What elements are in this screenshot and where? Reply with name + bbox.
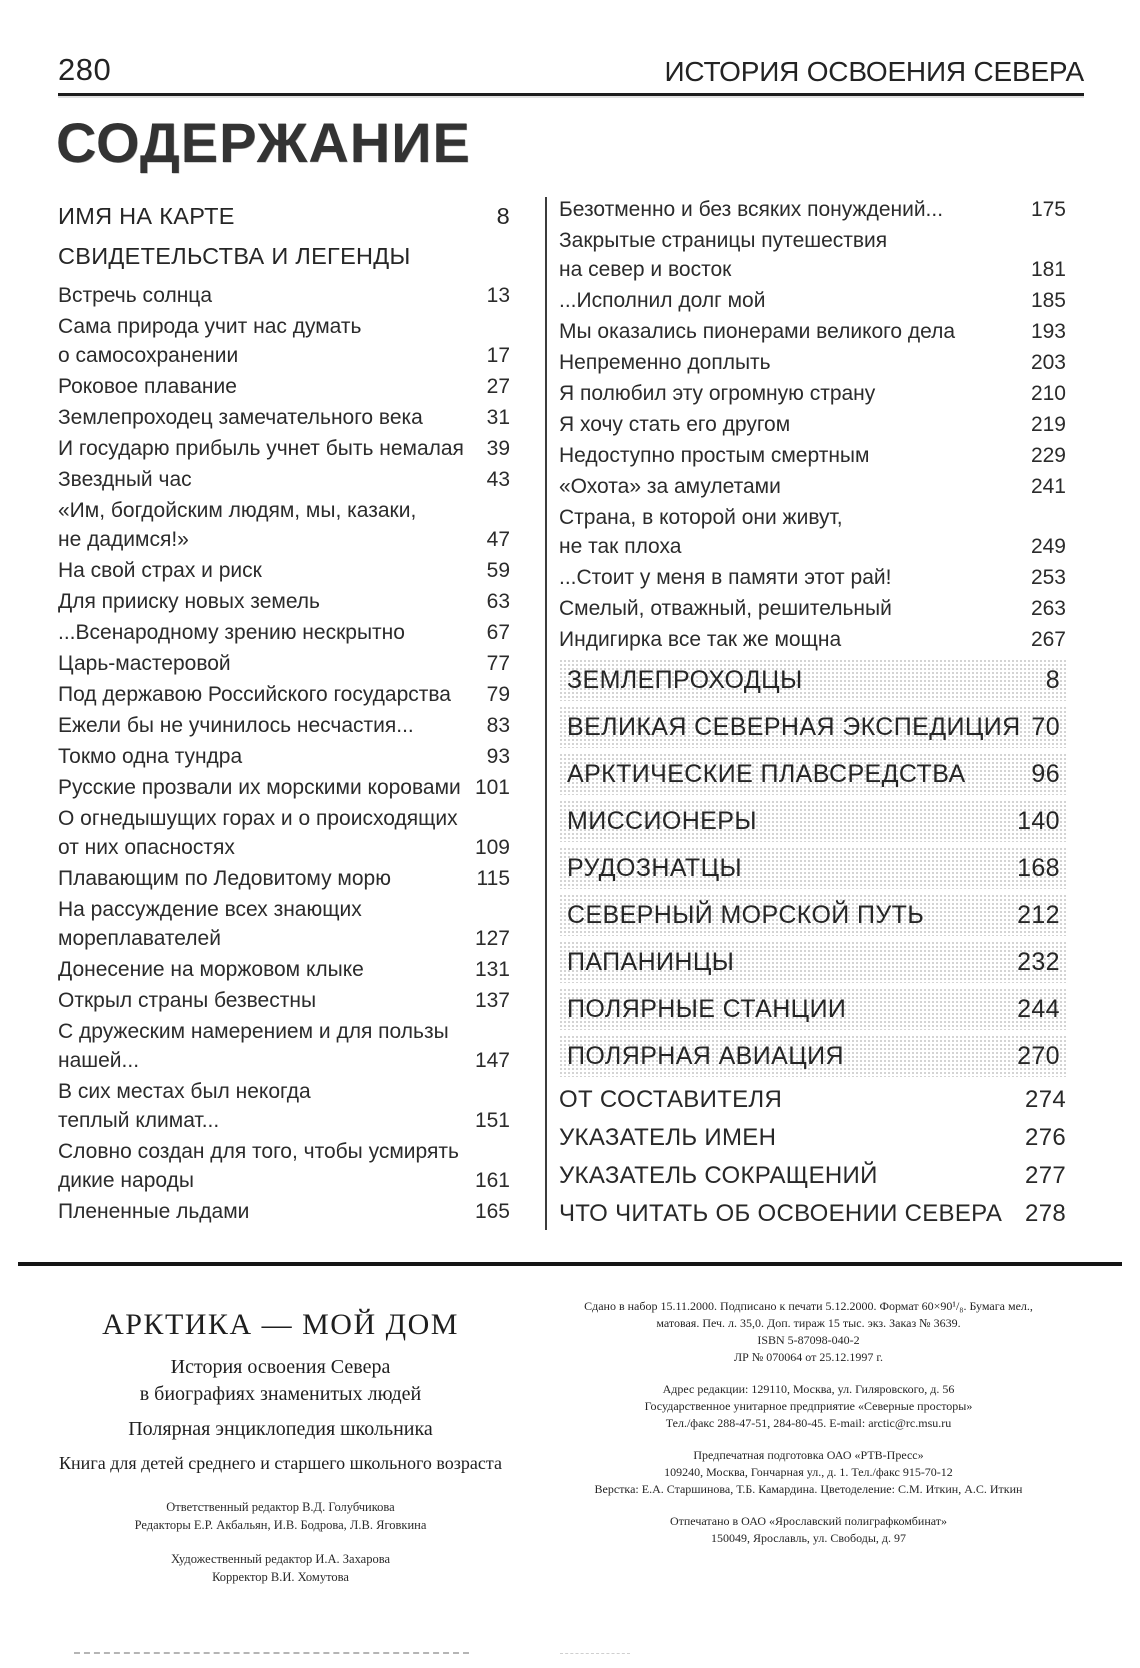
toc-entry-title: Словно создан для того, чтобы усмирять дикие народы bbox=[58, 1140, 459, 1192]
toc-entry bbox=[58, 680, 510, 709]
toc-entry bbox=[559, 503, 1066, 561]
toc-entry-title: ЧТО ЧИТАТЬ ОБ ОСВОЕНИИ СЕВЕРА bbox=[559, 1200, 1003, 1227]
toc-entry bbox=[559, 379, 1066, 408]
toc-entry-page: 181 bbox=[1030, 258, 1066, 281]
book-series: Полярная энциклопедия школьника bbox=[128, 1418, 433, 1440]
publisher-address: Адрес редакции: 129110, Москва, ул. Гиляровского, д. 56 Государственное унитарное предприятие «Северные просторы» Тел./факс 288-47-51, 284-80-45. E-mail: arctic@rc.msu.ru bbox=[644, 1382, 973, 1430]
toc-entry-page: 67 bbox=[486, 621, 510, 644]
toc-entry-title: В сих местах был некогда теплый климат... bbox=[58, 1080, 311, 1132]
scan-artifact-line-2 bbox=[560, 1653, 630, 1654]
toc-entry-title: О огнедышущих горах и о происходящих от них опасностях bbox=[58, 807, 458, 859]
toc-entry-title: Сама природа учит нас думать о самосохранении bbox=[58, 315, 362, 367]
toc-entry-page: 210 bbox=[1030, 382, 1066, 405]
toc-entry-title: Под державою Российского государства bbox=[58, 683, 451, 706]
toc-entry-page: 47 bbox=[486, 528, 510, 551]
toc-entry bbox=[58, 434, 510, 463]
toc-entry-page: 147 bbox=[474, 1049, 510, 1072]
toc-entry-title: Звездный час bbox=[58, 468, 192, 491]
toc-entry bbox=[559, 847, 1066, 889]
toc-entry bbox=[559, 988, 1066, 1030]
toc-entry-page: 59 bbox=[486, 559, 510, 582]
toc-entry bbox=[559, 1198, 1066, 1229]
toc-entry bbox=[559, 706, 1066, 748]
toc-entry bbox=[58, 986, 510, 1015]
toc-entry-title: Для прииску новых земель bbox=[58, 590, 320, 613]
toc-entry-page: 165 bbox=[474, 1200, 510, 1223]
toc-entry-page: 83 bbox=[486, 714, 510, 737]
toc-entry bbox=[559, 1122, 1066, 1153]
toc-entry-page: 203 bbox=[1030, 351, 1066, 374]
toc-entry-page: 253 bbox=[1030, 566, 1066, 589]
toc-entry bbox=[58, 895, 510, 953]
colophon-print-block bbox=[503, 1292, 1084, 1586]
toc-entry-page: 267 bbox=[1030, 628, 1066, 651]
toc-entry-title: «Охота» за амулетами bbox=[559, 475, 781, 498]
toc-entry-page: 27 bbox=[486, 375, 510, 398]
page-number: 280 bbox=[58, 52, 112, 87]
book-title: АРКТИКА — МОЙ ДОМ bbox=[102, 1308, 459, 1341]
toc-entry-page: 193 bbox=[1030, 320, 1066, 343]
print-run-info: Сдано в набор 15.11.2000. Подписано к печати 5.12.2000. Формат 60×90¹/₈. Бумага мел., матовая. Печ. л. 35,0. Доп. тираж 15 тыс. экз. Заказ № 3639. ISBN 5-87098-040-2 ЛР № 070064 от 25.12.1997 г. bbox=[584, 1299, 1033, 1364]
toc-entry bbox=[559, 348, 1066, 377]
toc-entry bbox=[559, 1035, 1066, 1077]
toc-entry-page: 13 bbox=[486, 284, 510, 307]
toc-entry bbox=[58, 496, 510, 554]
toc-entry-title: Я хочу стать его другом bbox=[559, 413, 791, 436]
toc-entry-title: Ежели бы не учинилось несчастия... bbox=[58, 714, 414, 737]
toc-entry bbox=[58, 281, 510, 310]
toc-entry bbox=[58, 804, 510, 862]
toc-entry-title: ОТ СОСТАВИТЕЛЯ bbox=[559, 1086, 783, 1113]
toc-entry bbox=[58, 618, 510, 647]
toc-entry bbox=[58, 955, 510, 984]
toc-entry-page: 17 bbox=[486, 344, 510, 367]
toc-entry-title: «Им, богдойским людям, мы, казаки, не дадимся!» bbox=[58, 499, 417, 551]
toc-entry bbox=[58, 742, 510, 771]
toc-entry-title: ПОЛЯРНЫЕ СТАНЦИИ bbox=[567, 995, 847, 1023]
toc-entry-title: Открыл страны безвестны bbox=[58, 989, 317, 1012]
toc-entry-page: 274 bbox=[1025, 1086, 1066, 1113]
toc-entry bbox=[559, 286, 1066, 315]
running-title: ИСТОРИЯ ОСВОЕНИЯ СЕВЕРА bbox=[664, 56, 1084, 87]
toc-entry bbox=[58, 312, 510, 370]
toc-entry-title: СЕВЕРНЫЙ МОРСКОЙ ПУТЬ bbox=[567, 901, 925, 929]
toc-entry-page: 219 bbox=[1030, 413, 1066, 436]
toc-entry-page: 8 bbox=[1045, 666, 1060, 694]
toc-entry bbox=[559, 1084, 1066, 1115]
toc-entry bbox=[58, 1077, 510, 1135]
toc-entry-page: 244 bbox=[1017, 995, 1060, 1023]
toc-entry-title: Недоступно простым смертным bbox=[559, 444, 870, 467]
toc-entry bbox=[58, 1017, 510, 1075]
toc-entry bbox=[58, 864, 510, 893]
toc-entry-page: 77 bbox=[486, 652, 510, 675]
footer-rule bbox=[18, 1262, 1122, 1266]
toc-entry-title: ПОЛЯРНАЯ АВИАЦИЯ bbox=[567, 1042, 844, 1070]
toc-entry-title: Непременно доплыть bbox=[559, 351, 771, 374]
toc-entry-title: УКАЗАТЕЛЬ СОКРАЩЕНИЙ bbox=[559, 1162, 878, 1189]
toc-entry-page: 101 bbox=[474, 776, 510, 799]
toc-entry-title: И государю прибыль учнет быть немалая bbox=[58, 437, 464, 460]
toc-entry bbox=[559, 941, 1066, 983]
toc-entry bbox=[559, 594, 1066, 623]
toc-entry-page: 70 bbox=[1031, 713, 1060, 741]
toc-entry-page: 31 bbox=[486, 406, 510, 429]
editors-credits: Ответственный редактор В.Д. Голубчикова Редакторы Е.Р. Акбальян, И.В. Бодрова, Л.В. Яговкина bbox=[134, 1500, 427, 1532]
toc-entry-page: 93 bbox=[486, 745, 510, 768]
toc-entry bbox=[559, 800, 1066, 842]
toc-entry-title: ИМЯ НА КАРТЕ bbox=[58, 203, 235, 229]
toc-entry bbox=[58, 587, 510, 616]
toc-entry-page: 212 bbox=[1017, 901, 1060, 929]
toc-entry-page: 115 bbox=[476, 867, 510, 890]
toc-entry bbox=[559, 1160, 1066, 1191]
toc-entry bbox=[559, 563, 1066, 592]
toc-entry bbox=[559, 441, 1066, 470]
toc-entry-page: 43 bbox=[486, 468, 510, 491]
toc-entry bbox=[58, 649, 510, 678]
toc-entry-page: 8 bbox=[496, 203, 510, 229]
toc-entry bbox=[559, 317, 1066, 346]
toc-entry bbox=[559, 195, 1066, 224]
toc-entry-page: 278 bbox=[1025, 1200, 1066, 1227]
toc-entry-title: Мы оказались пионерами великого дела bbox=[559, 320, 956, 343]
toc-entry-page: 185 bbox=[1030, 289, 1066, 312]
toc-entry-title: РУДОЗНАТЦЫ bbox=[567, 854, 743, 882]
toc-entry bbox=[58, 241, 510, 271]
toc-entry-page: 270 bbox=[1017, 1042, 1060, 1070]
toc-entry-title: Плавающим по Ледовитому морю bbox=[58, 867, 391, 890]
toc-entry-title: Донесение на моржовом клыке bbox=[58, 958, 364, 981]
toc-entry-title: ...Стоит у меня в памяти этот рай! bbox=[559, 566, 892, 589]
toc-entry bbox=[559, 625, 1066, 654]
toc-entry bbox=[559, 659, 1066, 701]
toc-entry-title: Закрытые страницы путешествия на север и восток bbox=[559, 229, 888, 281]
toc-entry-page: 276 bbox=[1025, 1124, 1066, 1151]
toc-entry bbox=[58, 403, 510, 432]
toc-entry bbox=[58, 1137, 510, 1195]
toc-entry-page: 151 bbox=[474, 1109, 510, 1132]
toc-entry bbox=[559, 472, 1066, 501]
toc-entry-title: На рассуждение всех знающих мореплавателей bbox=[58, 898, 362, 950]
toc-entry-page: 137 bbox=[474, 989, 510, 1012]
toc-entry-title: Я полюбил эту огромную страну bbox=[559, 382, 876, 405]
toc-entry-title: Плененные льдами bbox=[58, 1200, 250, 1223]
toc-entry-page: 96 bbox=[1031, 760, 1060, 788]
table-of-contents bbox=[58, 195, 1084, 1236]
toc-entry-page: 229 bbox=[1030, 444, 1066, 467]
toc-entry-title: МИССИОНЕРЫ bbox=[567, 807, 757, 835]
toc-entry-page: 161 bbox=[474, 1169, 510, 1192]
toc-entry-title: ...Всенародному зрению нескрытно bbox=[58, 621, 405, 644]
page-header bbox=[58, 52, 1084, 88]
toc-entry-title: Безотменно и без всяких понуждений... bbox=[559, 198, 944, 221]
scan-artifact-line bbox=[74, 1652, 469, 1654]
toc-entry-page: 249 bbox=[1030, 535, 1066, 558]
toc-entry bbox=[58, 1197, 510, 1226]
toc-entry-page: 263 bbox=[1030, 597, 1066, 620]
toc-entry-page: 131 bbox=[474, 958, 510, 981]
toc-entry bbox=[559, 410, 1066, 439]
page-title: СОДЕРЖАНИЕ bbox=[56, 111, 471, 174]
toc-entry-title: ...Исполнил долг мой bbox=[559, 289, 766, 312]
toc-entry bbox=[58, 372, 510, 401]
toc-entry-page: 241 bbox=[1030, 475, 1066, 498]
toc-entry-title: Токмо одна тундра bbox=[58, 745, 243, 768]
toc-entry-title: Царь-мастеровой bbox=[58, 652, 231, 675]
toc-entry bbox=[58, 556, 510, 585]
book-subtitle: История освоения Севера в биографиях знаменитых людей bbox=[139, 1356, 422, 1405]
toc-entry-page: 232 bbox=[1017, 948, 1060, 976]
toc-entry-page: 63 bbox=[486, 590, 510, 613]
toc-entry-title: ЗЕМЛЕПРОХОДЦЫ bbox=[567, 666, 803, 694]
toc-entry-page: 109 bbox=[474, 836, 510, 859]
toc-entry-title: Смелый, отважный, решительный bbox=[559, 597, 892, 620]
header-rule bbox=[58, 93, 1084, 96]
toc-entry-title: ПАПАНИНЦЫ bbox=[567, 948, 735, 976]
toc-entry-page: 168 bbox=[1017, 854, 1060, 882]
printing-house-info: Отпечатано в ОАО «Ярославский полиграфкомбинат» 150049, Ярославль, ул. Свободы, д. 97 bbox=[669, 1514, 948, 1545]
column-divider bbox=[545, 197, 547, 1230]
toc-entry-title: Встречь солнца bbox=[58, 284, 213, 307]
toc-entry bbox=[559, 753, 1066, 795]
toc-entry-title: УКАЗАТЕЛЬ ИМЕН bbox=[559, 1124, 777, 1151]
toc-entry-title: Индигирка все так же мощна bbox=[559, 628, 842, 651]
toc-right-column bbox=[559, 195, 1084, 1236]
toc-entry-page: 127 bbox=[474, 927, 510, 950]
toc-left-column bbox=[58, 195, 510, 1236]
toc-entry bbox=[58, 711, 510, 740]
toc-entry-title: Русские прозвали их морскими коровами bbox=[58, 776, 461, 799]
toc-entry-page: 175 bbox=[1030, 198, 1066, 221]
colophon bbox=[58, 1292, 1084, 1586]
toc-entry-title: Роковое плавание bbox=[58, 375, 237, 398]
toc-entry bbox=[58, 773, 510, 802]
toc-entry bbox=[559, 894, 1066, 936]
prepress-info: Предпечатная подготовка ОАО «РТВ-Пресс» 109240, Москва, Гончарная ул., д. 1. Тел./факс 915-70-12 Верстка: Е.А. Старшинова, Т.Б. Камардина. Цветоделение: С.М. Иткин, А.С. Иткин bbox=[594, 1448, 1023, 1496]
toc-entry-title: ВЕЛИКАЯ СЕВЕРНАЯ ЭКСПЕДИЦИЯ bbox=[567, 713, 1021, 741]
toc-entry bbox=[58, 465, 510, 494]
toc-entry-title: Землепроходец замечательного века bbox=[58, 406, 423, 429]
art-credits: Художественный редактор И.А. Захарова Корректор В.И. Хомутова bbox=[170, 1552, 391, 1584]
book-audience: Книга для детей среднего и старшего школьного возраста bbox=[59, 1453, 502, 1473]
toc-entry-title: На свой страх и риск bbox=[58, 559, 262, 582]
toc-entry-title: С дружеским намерением и для пользы нашей... bbox=[58, 1020, 449, 1072]
toc-entry-page: 39 bbox=[486, 437, 510, 460]
toc-entry-page: 140 bbox=[1017, 807, 1060, 835]
colophon-book-block bbox=[58, 1292, 503, 1586]
toc-entry-page: 79 bbox=[486, 683, 510, 706]
toc-entry-title: Страна, в которой они живут, не так плоха bbox=[559, 506, 843, 558]
toc-entry bbox=[58, 201, 510, 231]
toc-entry bbox=[559, 226, 1066, 284]
toc-entry-title: СВИДЕТЕЛЬСТВА И ЛЕГЕНДЫ bbox=[58, 243, 411, 269]
toc-entry-page: 277 bbox=[1025, 1162, 1066, 1189]
toc-entry-title: АРКТИЧЕСКИЕ ПЛАВСРЕДСТВА bbox=[567, 760, 966, 788]
